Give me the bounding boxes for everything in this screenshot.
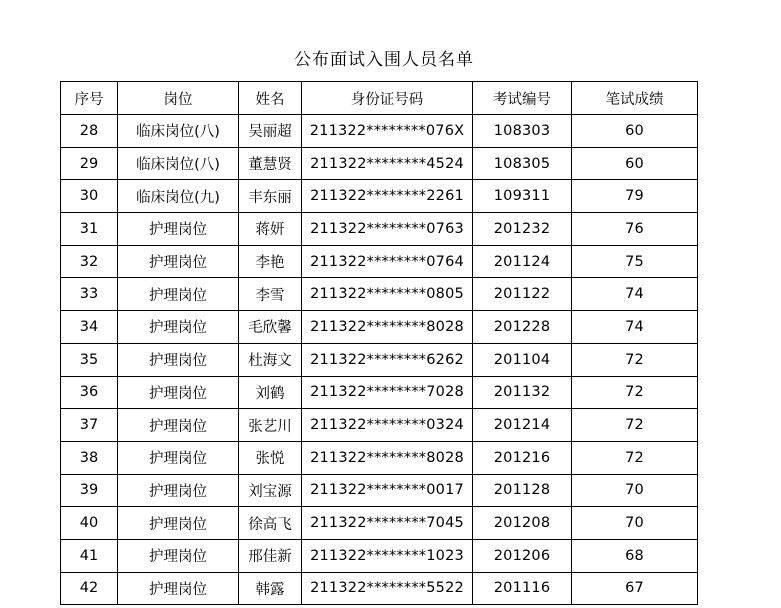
cell-written-score: 67: [572, 572, 698, 605]
cell-name: 刘宝源: [239, 474, 302, 507]
cell-exam-number: 201216: [473, 441, 572, 474]
cell-post: 临床岗位(九): [118, 180, 239, 213]
cell-id-number: 211322********4524: [302, 147, 473, 180]
cell-exam-number: 201214: [473, 409, 572, 442]
cell-name: 蒋妍: [239, 213, 302, 246]
cell-exam-number: 201228: [473, 311, 572, 344]
cell-post: 护理岗位: [118, 409, 239, 442]
cell-written-score: 72: [572, 441, 698, 474]
table-row: [61, 572, 698, 605]
table-row: [61, 245, 698, 278]
page-title: 公布面试入围人员名单: [294, 50, 474, 70]
table-row: [61, 376, 698, 409]
column-header-written-score: 笔试成绩: [572, 82, 698, 115]
cell-exam-number: 108303: [473, 115, 572, 148]
column-header-id-number: 身份证号码: [302, 82, 473, 115]
table-row: [61, 278, 698, 311]
cell-post: 护理岗位: [118, 441, 239, 474]
cell-post: 护理岗位: [118, 539, 239, 572]
table-row: [61, 311, 698, 344]
cell-id-number: 211322********5522: [302, 572, 473, 605]
cell-seq: 28: [61, 115, 118, 148]
cell-written-score: 68: [572, 539, 698, 572]
column-header-post: 岗位: [118, 82, 239, 115]
cell-id-number: 211322********2261: [302, 180, 473, 213]
cell-id-number: 211322********0764: [302, 245, 473, 278]
cell-post: 临床岗位(八): [118, 115, 239, 148]
cell-name: 徐高飞: [239, 507, 302, 540]
cell-exam-number: 201132: [473, 376, 572, 409]
cell-id-number: 211322********6262: [302, 343, 473, 376]
cell-post: 临床岗位(八): [118, 147, 239, 180]
cell-name: 邢佳新: [239, 539, 302, 572]
cell-name: 杜海文: [239, 343, 302, 376]
cell-id-number: 211322********8028: [302, 311, 473, 344]
cell-name: 吴丽超: [239, 115, 302, 148]
cell-post: 护理岗位: [118, 474, 239, 507]
cell-id-number: 211322********076X: [302, 115, 473, 148]
cell-written-score: 70: [572, 474, 698, 507]
cell-written-score: 72: [572, 376, 698, 409]
cell-post: 护理岗位: [118, 376, 239, 409]
table-row: [61, 213, 698, 246]
table-row: [61, 539, 698, 572]
cell-post: 护理岗位: [118, 213, 239, 246]
cell-name: 韩露: [239, 572, 302, 605]
cell-seq: 33: [61, 278, 118, 311]
cell-seq: 30: [61, 180, 118, 213]
cell-id-number: 211322********1023: [302, 539, 473, 572]
cell-exam-number: 201124: [473, 245, 572, 278]
cell-name: 李雪: [239, 278, 302, 311]
cell-written-score: 79: [572, 180, 698, 213]
cell-name: 丰东丽: [239, 180, 302, 213]
cell-id-number: 211322********8028: [302, 441, 473, 474]
cell-seq: 42: [61, 572, 118, 605]
cell-post: 护理岗位: [118, 343, 239, 376]
table-row: [61, 147, 698, 180]
cell-written-score: 60: [572, 147, 698, 180]
cell-name: 董慧贤: [239, 147, 302, 180]
cell-exam-number: 108305: [473, 147, 572, 180]
cell-id-number: 211322********0017: [302, 474, 473, 507]
table-row: [61, 441, 698, 474]
cell-seq: 32: [61, 245, 118, 278]
cell-name: 刘鹤: [239, 376, 302, 409]
cell-post: 护理岗位: [118, 278, 239, 311]
cell-seq: 41: [61, 539, 118, 572]
cell-post: 护理岗位: [118, 311, 239, 344]
cell-seq: 35: [61, 343, 118, 376]
cell-seq: 36: [61, 376, 118, 409]
cell-seq: 34: [61, 311, 118, 344]
cell-post: 护理岗位: [118, 507, 239, 540]
column-header-seq: 序号: [61, 82, 118, 115]
table-row: [61, 343, 698, 376]
cell-exam-number: 201128: [473, 474, 572, 507]
candidate-table: [60, 81, 698, 605]
table-row: [61, 409, 698, 442]
cell-id-number: 211322********7045: [302, 507, 473, 540]
cell-exam-number: 201116: [473, 572, 572, 605]
cell-exam-number: 201122: [473, 278, 572, 311]
cell-name: 张艺川: [239, 409, 302, 442]
cell-written-score: 70: [572, 507, 698, 540]
cell-written-score: 74: [572, 311, 698, 344]
cell-id-number: 211322********0763: [302, 213, 473, 246]
table-row: [61, 180, 698, 213]
cell-post: 护理岗位: [118, 572, 239, 605]
cell-name: 毛欣馨: [239, 311, 302, 344]
cell-exam-number: 109311: [473, 180, 572, 213]
cell-post: 护理岗位: [118, 245, 239, 278]
cell-seq: 37: [61, 409, 118, 442]
cell-seq: 29: [61, 147, 118, 180]
table-row: [61, 115, 698, 148]
cell-id-number: 211322********0805: [302, 278, 473, 311]
cell-written-score: 74: [572, 278, 698, 311]
table-row: [61, 474, 698, 507]
column-header-name: 姓名: [239, 82, 302, 115]
table-header-row: [61, 82, 698, 115]
cell-written-score: 76: [572, 213, 698, 246]
cell-seq: 38: [61, 441, 118, 474]
cell-seq: 40: [61, 507, 118, 540]
cell-seq: 39: [61, 474, 118, 507]
cell-name: 张悦: [239, 441, 302, 474]
cell-name: 李艳: [239, 245, 302, 278]
cell-written-score: 60: [572, 115, 698, 148]
cell-written-score: 75: [572, 245, 698, 278]
cell-exam-number: 201206: [473, 539, 572, 572]
cell-exam-number: 201232: [473, 213, 572, 246]
column-header-exam-number: 考试编号: [473, 82, 572, 115]
cell-written-score: 72: [572, 409, 698, 442]
cell-id-number: 211322********0324: [302, 409, 473, 442]
cell-exam-number: 201104: [473, 343, 572, 376]
cell-id-number: 211322********7028: [302, 376, 473, 409]
cell-written-score: 72: [572, 343, 698, 376]
table-row: [61, 507, 698, 540]
cell-exam-number: 201208: [473, 507, 572, 540]
cell-seq: 31: [61, 213, 118, 246]
